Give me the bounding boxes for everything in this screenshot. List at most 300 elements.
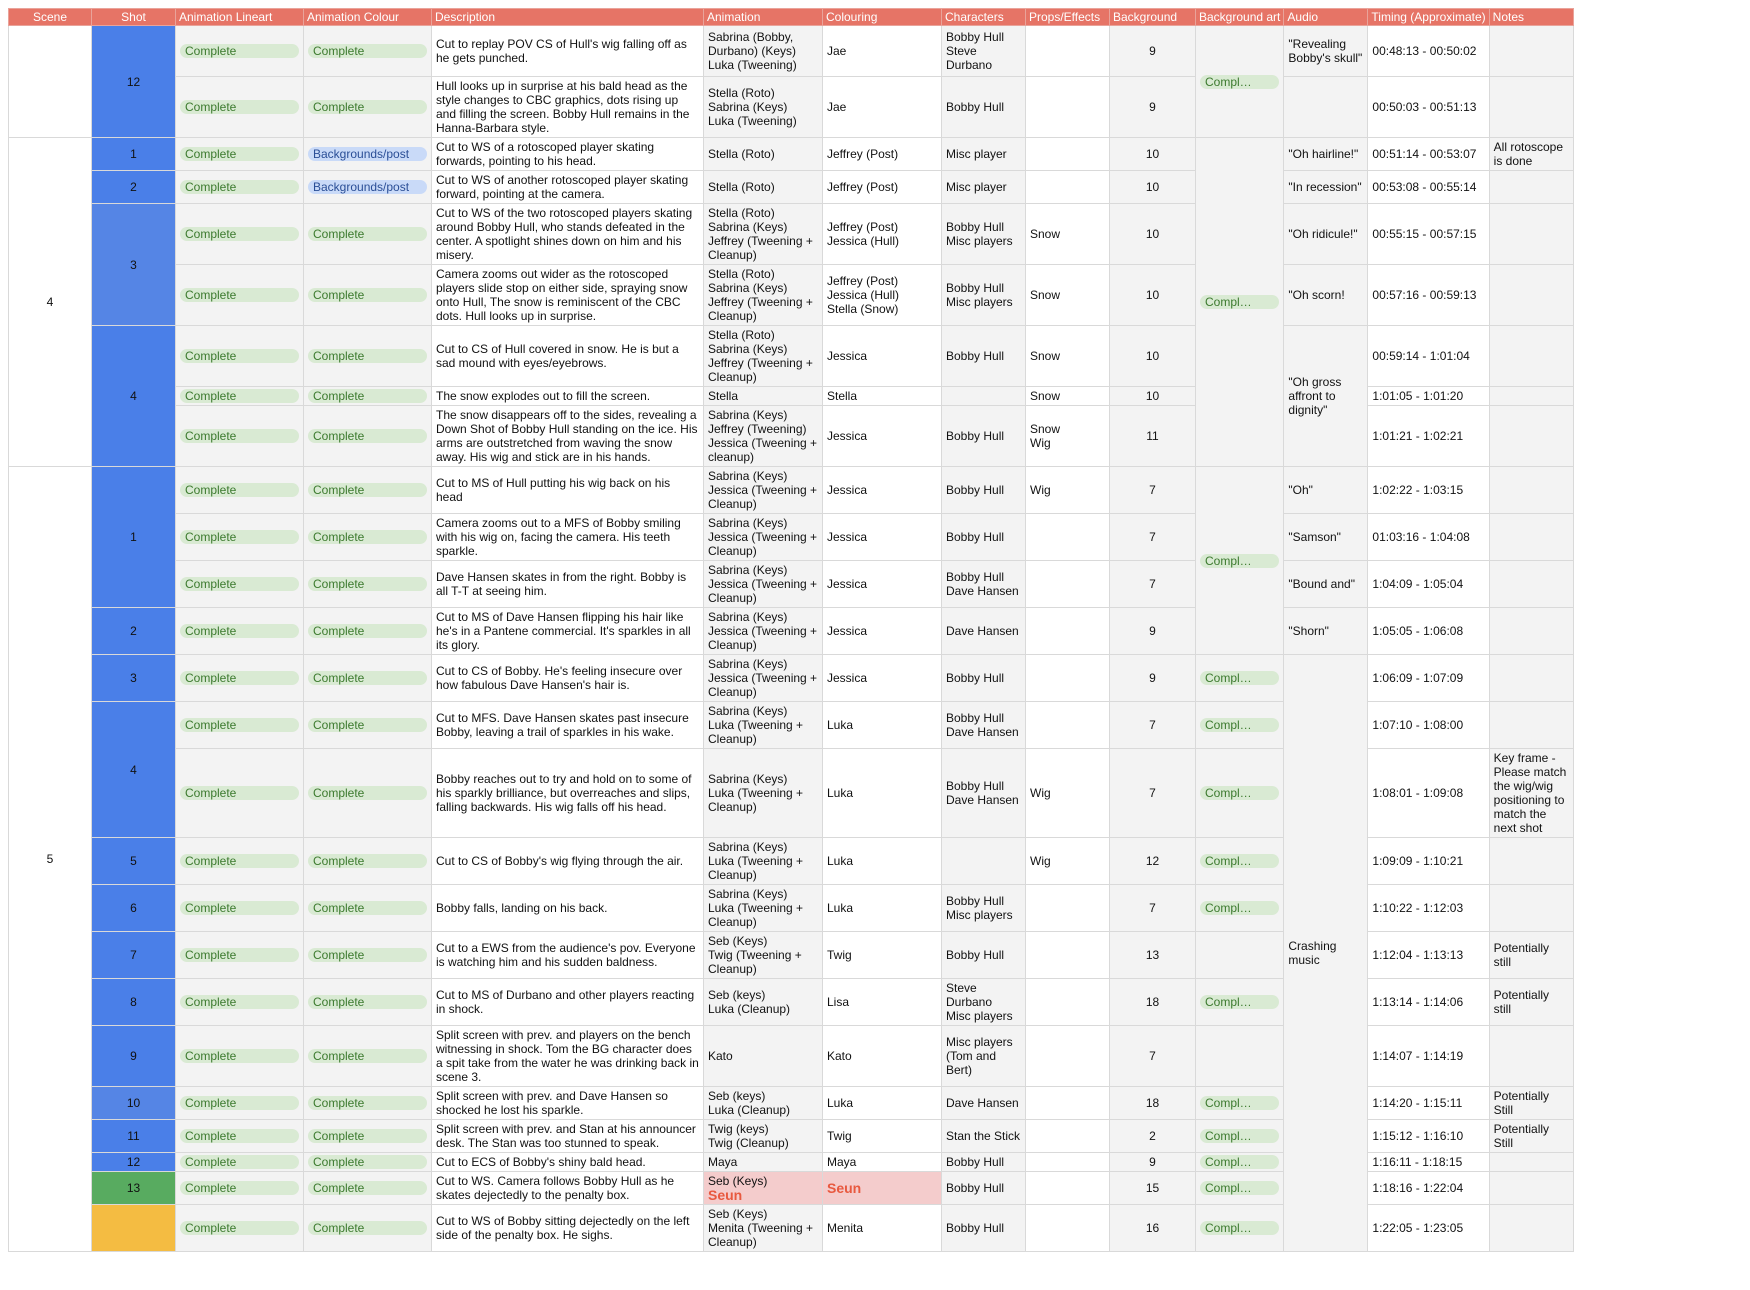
props-cell[interactable]: [1026, 561, 1110, 608]
background-cell[interactable]: [1110, 204, 1196, 265]
animation-cell[interactable]: [704, 702, 823, 749]
characters-cell[interactable]: [942, 467, 1026, 514]
status-chip[interactable]: Complete: [180, 624, 299, 638]
status-chip[interactable]: Complete: [308, 854, 427, 868]
background-cell[interactable]: [1110, 171, 1196, 204]
timing-cell[interactable]: [1368, 749, 1489, 838]
notes-cell[interactable]: [1489, 26, 1573, 77]
description-cell[interactable]: [432, 26, 704, 77]
status-chip[interactable]: Complete: [180, 288, 299, 302]
audio-cell[interactable]: [1284, 608, 1368, 655]
status-chip[interactable]: Compl…: [1200, 295, 1279, 309]
animation-cell[interactable]: [704, 932, 823, 979]
col-header[interactable]: Background art: [1196, 9, 1284, 26]
colour-cell[interactable]: [304, 979, 432, 1026]
status-chip[interactable]: Complete: [180, 530, 299, 544]
animation-cell[interactable]: [704, 326, 823, 387]
status-chip[interactable]: Compl…: [1200, 1129, 1279, 1143]
lineart-cell[interactable]: [176, 979, 304, 1026]
colour-cell[interactable]: [304, 1205, 432, 1252]
shot-cell[interactable]: [92, 932, 176, 979]
timing-cell[interactable]: [1368, 1205, 1489, 1252]
description-cell[interactable]: [432, 204, 704, 265]
audio-cell[interactable]: [1284, 655, 1368, 1252]
timing-cell[interactable]: [1368, 514, 1489, 561]
colouring-cell[interactable]: [823, 204, 942, 265]
props-cell[interactable]: [1026, 1087, 1110, 1120]
colouring-cell[interactable]: [823, 467, 942, 514]
lineart-cell[interactable]: [176, 561, 304, 608]
status-chip[interactable]: Complete: [308, 44, 427, 58]
props-cell[interactable]: [1026, 467, 1110, 514]
col-header[interactable]: Timing (Approximate): [1368, 9, 1489, 26]
notes-cell[interactable]: [1489, 138, 1573, 171]
shot-cell[interactable]: [92, 467, 176, 608]
animation-cell[interactable]: [704, 1172, 823, 1205]
status-chip[interactable]: Compl…: [1200, 718, 1279, 732]
background-art-cell[interactable]: [1196, 1172, 1284, 1205]
description-cell[interactable]: [432, 326, 704, 387]
colour-cell[interactable]: [304, 885, 432, 932]
props-cell[interactable]: [1026, 608, 1110, 655]
timing-cell[interactable]: [1368, 838, 1489, 885]
characters-cell[interactable]: [942, 702, 1026, 749]
lineart-cell[interactable]: [176, 1120, 304, 1153]
animation-cell[interactable]: [704, 204, 823, 265]
background-cell[interactable]: [1110, 1087, 1196, 1120]
colour-cell[interactable]: [304, 1026, 432, 1087]
description-cell[interactable]: [432, 885, 704, 932]
lineart-cell[interactable]: [176, 885, 304, 932]
status-chip[interactable]: Complete: [308, 530, 427, 544]
col-header[interactable]: Colouring: [823, 9, 942, 26]
shot-cell[interactable]: [92, 1120, 176, 1153]
shot-cell[interactable]: [92, 1153, 176, 1172]
colour-cell[interactable]: [304, 838, 432, 885]
lineart-cell[interactable]: [176, 1026, 304, 1087]
characters-cell[interactable]: [942, 326, 1026, 387]
lineart-cell[interactable]: [176, 932, 304, 979]
timing-cell[interactable]: [1368, 979, 1489, 1026]
description-cell[interactable]: [432, 387, 704, 406]
status-chip[interactable]: Complete: [180, 786, 299, 800]
background-art-cell[interactable]: [1196, 885, 1284, 932]
animation-cell[interactable]: [704, 138, 823, 171]
status-chip[interactable]: Compl…: [1200, 995, 1279, 1009]
status-chip[interactable]: Complete: [308, 671, 427, 685]
timing-cell[interactable]: [1368, 1153, 1489, 1172]
description-cell[interactable]: [432, 1205, 704, 1252]
timing-cell[interactable]: [1368, 1026, 1489, 1087]
status-chip[interactable]: Complete: [308, 389, 427, 403]
notes-cell[interactable]: [1489, 655, 1573, 702]
colour-cell[interactable]: [304, 1087, 432, 1120]
timing-cell[interactable]: [1368, 467, 1489, 514]
animation-cell[interactable]: [704, 749, 823, 838]
timing-cell[interactable]: [1368, 885, 1489, 932]
timing-cell[interactable]: [1368, 702, 1489, 749]
status-chip[interactable]: Complete: [180, 577, 299, 591]
colouring-cell[interactable]: [823, 1026, 942, 1087]
status-chip[interactable]: Compl…: [1200, 1221, 1279, 1235]
background-art-cell[interactable]: [1196, 1026, 1284, 1087]
lineart-cell[interactable]: [176, 838, 304, 885]
animation-cell[interactable]: [704, 1153, 823, 1172]
notes-cell[interactable]: [1489, 204, 1573, 265]
description-cell[interactable]: [432, 171, 704, 204]
col-header[interactable]: Audio: [1284, 9, 1368, 26]
scene-cell[interactable]: [9, 467, 92, 1252]
lineart-cell[interactable]: [176, 387, 304, 406]
shot-cell[interactable]: [92, 838, 176, 885]
props-cell[interactable]: [1026, 885, 1110, 932]
shot-cell[interactable]: [92, 171, 176, 204]
colour-cell[interactable]: [304, 1120, 432, 1153]
col-header[interactable]: Description: [432, 9, 704, 26]
status-chip[interactable]: Complete: [180, 1181, 299, 1195]
background-cell[interactable]: [1110, 1026, 1196, 1087]
props-cell[interactable]: [1026, 1172, 1110, 1205]
notes-cell[interactable]: [1489, 1026, 1573, 1087]
animation-cell[interactable]: [704, 171, 823, 204]
characters-cell[interactable]: [942, 514, 1026, 561]
notes-cell[interactable]: [1489, 608, 1573, 655]
lineart-cell[interactable]: [176, 702, 304, 749]
status-chip[interactable]: Compl…: [1200, 554, 1279, 568]
background-art-cell[interactable]: [1196, 467, 1284, 655]
background-cell[interactable]: [1110, 749, 1196, 838]
description-cell[interactable]: [432, 1087, 704, 1120]
scene-cell[interactable]: [9, 26, 92, 138]
audio-cell[interactable]: [1284, 204, 1368, 265]
timing-cell[interactable]: [1368, 387, 1489, 406]
lineart-cell[interactable]: [176, 171, 304, 204]
col-header[interactable]: Characters: [942, 9, 1026, 26]
colouring-cell[interactable]: [823, 749, 942, 838]
colouring-cell[interactable]: [823, 655, 942, 702]
lineart-cell[interactable]: [176, 77, 304, 138]
status-chip[interactable]: Compl…: [1200, 75, 1279, 89]
background-cell[interactable]: [1110, 26, 1196, 77]
status-chip[interactable]: Complete: [308, 100, 427, 114]
characters-cell[interactable]: [942, 1087, 1026, 1120]
status-chip[interactable]: Complete: [180, 901, 299, 915]
status-chip[interactable]: Compl…: [1200, 901, 1279, 915]
background-cell[interactable]: [1110, 514, 1196, 561]
background-cell[interactable]: [1110, 138, 1196, 171]
notes-cell[interactable]: [1489, 77, 1573, 138]
timing-cell[interactable]: [1368, 171, 1489, 204]
status-chip[interactable]: Complete: [308, 349, 427, 363]
status-chip[interactable]: Backgrounds/post: [308, 147, 427, 161]
characters-cell[interactable]: [942, 608, 1026, 655]
animation-cell[interactable]: [704, 1026, 823, 1087]
notes-cell[interactable]: [1489, 702, 1573, 749]
notes-cell[interactable]: [1489, 561, 1573, 608]
colouring-cell[interactable]: [823, 265, 942, 326]
col-header[interactable]: Scene: [9, 9, 92, 26]
audio-cell[interactable]: [1284, 467, 1368, 514]
colouring-cell[interactable]: [823, 1153, 942, 1172]
props-cell[interactable]: [1026, 749, 1110, 838]
notes-cell[interactable]: [1489, 838, 1573, 885]
props-cell[interactable]: [1026, 655, 1110, 702]
characters-cell[interactable]: [942, 932, 1026, 979]
background-art-cell[interactable]: [1196, 1087, 1284, 1120]
background-cell[interactable]: [1110, 979, 1196, 1026]
colour-cell[interactable]: [304, 932, 432, 979]
props-cell[interactable]: [1026, 1026, 1110, 1087]
status-chip[interactable]: Complete: [308, 1129, 427, 1143]
colouring-cell[interactable]: [823, 932, 942, 979]
status-chip[interactable]: Complete: [180, 100, 299, 114]
background-art-cell[interactable]: [1196, 1205, 1284, 1252]
status-chip[interactable]: Complete: [180, 718, 299, 732]
notes-cell[interactable]: [1489, 1205, 1573, 1252]
status-chip[interactable]: Complete: [308, 1049, 427, 1063]
timing-cell[interactable]: [1368, 204, 1489, 265]
colour-cell[interactable]: [304, 467, 432, 514]
description-cell[interactable]: [432, 561, 704, 608]
characters-cell[interactable]: [942, 749, 1026, 838]
shot-cell[interactable]: [92, 1026, 176, 1087]
props-cell[interactable]: [1026, 932, 1110, 979]
timing-cell[interactable]: [1368, 326, 1489, 387]
colour-cell[interactable]: [304, 171, 432, 204]
shot-cell[interactable]: [92, 204, 176, 326]
audio-cell[interactable]: [1284, 514, 1368, 561]
lineart-cell[interactable]: [176, 655, 304, 702]
status-chip[interactable]: Complete: [180, 1096, 299, 1110]
background-cell[interactable]: [1110, 932, 1196, 979]
characters-cell[interactable]: [942, 138, 1026, 171]
characters-cell[interactable]: [942, 979, 1026, 1026]
notes-cell[interactable]: [1489, 406, 1573, 467]
status-chip[interactable]: Complete: [180, 1129, 299, 1143]
lineart-cell[interactable]: [176, 265, 304, 326]
colour-cell[interactable]: [304, 26, 432, 77]
notes-cell[interactable]: [1489, 1153, 1573, 1172]
background-art-cell[interactable]: [1196, 749, 1284, 838]
lineart-cell[interactable]: [176, 138, 304, 171]
notes-cell[interactable]: [1489, 326, 1573, 387]
colouring-cell[interactable]: [823, 1087, 942, 1120]
characters-cell[interactable]: [942, 561, 1026, 608]
notes-cell[interactable]: [1489, 171, 1573, 204]
props-cell[interactable]: [1026, 838, 1110, 885]
colour-cell[interactable]: [304, 265, 432, 326]
colour-cell[interactable]: [304, 77, 432, 138]
characters-cell[interactable]: [942, 26, 1026, 77]
description-cell[interactable]: [432, 1172, 704, 1205]
status-chip[interactable]: Compl…: [1200, 786, 1279, 800]
status-chip[interactable]: Complete: [180, 227, 299, 241]
lineart-cell[interactable]: [176, 204, 304, 265]
col-header[interactable]: Animation: [704, 9, 823, 26]
notes-cell[interactable]: [1489, 1087, 1573, 1120]
shot-cell[interactable]: [92, 885, 176, 932]
colour-cell[interactable]: [304, 326, 432, 387]
status-chip[interactable]: Complete: [180, 854, 299, 868]
status-chip[interactable]: Complete: [308, 786, 427, 800]
colour-cell[interactable]: [304, 1153, 432, 1172]
colour-cell[interactable]: [304, 749, 432, 838]
shot-cell[interactable]: [92, 608, 176, 655]
lineart-cell[interactable]: [176, 608, 304, 655]
col-header[interactable]: Animation Lineart: [176, 9, 304, 26]
colouring-cell[interactable]: [823, 171, 942, 204]
status-chip[interactable]: Complete: [308, 429, 427, 443]
status-chip[interactable]: Compl…: [1200, 1096, 1279, 1110]
props-cell[interactable]: [1026, 77, 1110, 138]
background-cell[interactable]: [1110, 265, 1196, 326]
props-cell[interactable]: [1026, 26, 1110, 77]
background-art-cell[interactable]: [1196, 979, 1284, 1026]
audio-cell[interactable]: [1284, 138, 1368, 171]
shot-cell[interactable]: [92, 655, 176, 702]
animation-cell[interactable]: [704, 406, 823, 467]
props-cell[interactable]: [1026, 1205, 1110, 1252]
colour-cell[interactable]: [304, 138, 432, 171]
colouring-cell[interactable]: [823, 1205, 942, 1252]
animation-cell[interactable]: [704, 655, 823, 702]
colour-cell[interactable]: [304, 406, 432, 467]
props-cell[interactable]: [1026, 406, 1110, 467]
description-cell[interactable]: [432, 77, 704, 138]
background-art-cell[interactable]: [1196, 838, 1284, 885]
status-chip[interactable]: Complete: [308, 901, 427, 915]
status-chip[interactable]: Complete: [180, 389, 299, 403]
colour-cell[interactable]: [304, 655, 432, 702]
colouring-cell[interactable]: [823, 406, 942, 467]
colouring-cell[interactable]: [823, 1120, 942, 1153]
props-cell[interactable]: [1026, 265, 1110, 326]
animation-cell[interactable]: [704, 387, 823, 406]
shot-cell[interactable]: [92, 138, 176, 171]
animation-cell[interactable]: [704, 885, 823, 932]
colour-cell[interactable]: [304, 561, 432, 608]
characters-cell[interactable]: [942, 838, 1026, 885]
animation-cell[interactable]: [704, 467, 823, 514]
background-art-cell[interactable]: [1196, 26, 1284, 138]
background-art-cell[interactable]: [1196, 702, 1284, 749]
lineart-cell[interactable]: [176, 26, 304, 77]
status-chip[interactable]: Complete: [180, 995, 299, 1009]
status-chip[interactable]: Complete: [180, 147, 299, 161]
shot-cell[interactable]: [92, 1172, 176, 1205]
characters-cell[interactable]: [942, 406, 1026, 467]
timing-cell[interactable]: [1368, 77, 1489, 138]
scene-cell[interactable]: [9, 138, 92, 467]
animation-cell[interactable]: [704, 838, 823, 885]
props-cell[interactable]: [1026, 1120, 1110, 1153]
status-chip[interactable]: Complete: [308, 1155, 427, 1169]
status-chip[interactable]: Complete: [308, 227, 427, 241]
background-art-cell[interactable]: [1196, 1153, 1284, 1172]
colouring-cell[interactable]: [823, 1172, 942, 1205]
background-cell[interactable]: [1110, 561, 1196, 608]
background-cell[interactable]: [1110, 1120, 1196, 1153]
col-header[interactable]: Notes: [1489, 9, 1573, 26]
background-cell[interactable]: [1110, 838, 1196, 885]
lineart-cell[interactable]: [176, 326, 304, 387]
timing-cell[interactable]: [1368, 932, 1489, 979]
props-cell[interactable]: [1026, 979, 1110, 1026]
col-header[interactable]: Animation Colour: [304, 9, 432, 26]
colouring-cell[interactable]: [823, 514, 942, 561]
notes-cell[interactable]: [1489, 932, 1573, 979]
colouring-cell[interactable]: [823, 702, 942, 749]
audio-cell[interactable]: [1284, 77, 1368, 138]
characters-cell[interactable]: [942, 1026, 1026, 1087]
timing-cell[interactable]: [1368, 138, 1489, 171]
notes-cell[interactable]: [1489, 265, 1573, 326]
col-header[interactable]: Props/Effects: [1026, 9, 1110, 26]
background-cell[interactable]: [1110, 608, 1196, 655]
background-cell[interactable]: [1110, 77, 1196, 138]
description-cell[interactable]: [432, 702, 704, 749]
props-cell[interactable]: [1026, 138, 1110, 171]
shot-cell[interactable]: [92, 1087, 176, 1120]
props-cell[interactable]: [1026, 514, 1110, 561]
animation-cell[interactable]: [704, 1120, 823, 1153]
status-chip[interactable]: Complete: [180, 1221, 299, 1235]
lineart-cell[interactable]: [176, 1205, 304, 1252]
description-cell[interactable]: [432, 655, 704, 702]
timing-cell[interactable]: [1368, 1087, 1489, 1120]
animation-cell[interactable]: [704, 514, 823, 561]
background-cell[interactable]: [1110, 1153, 1196, 1172]
lineart-cell[interactable]: [176, 1087, 304, 1120]
background-art-cell[interactable]: [1196, 1120, 1284, 1153]
colouring-cell[interactable]: [823, 138, 942, 171]
status-chip[interactable]: Complete: [180, 180, 299, 194]
colouring-cell[interactable]: [823, 979, 942, 1026]
description-cell[interactable]: [432, 1026, 704, 1087]
shot-cell[interactable]: [92, 979, 176, 1026]
timing-cell[interactable]: [1368, 1172, 1489, 1205]
lineart-cell[interactable]: [176, 467, 304, 514]
status-chip[interactable]: Complete: [180, 1049, 299, 1063]
notes-cell[interactable]: [1489, 1172, 1573, 1205]
status-chip[interactable]: Complete: [180, 948, 299, 962]
status-chip[interactable]: Complete: [308, 948, 427, 962]
description-cell[interactable]: [432, 265, 704, 326]
notes-cell[interactable]: [1489, 1120, 1573, 1153]
characters-cell[interactable]: [942, 885, 1026, 932]
status-chip[interactable]: Compl…: [1200, 1181, 1279, 1195]
description-cell[interactable]: [432, 1153, 704, 1172]
status-chip[interactable]: Complete: [308, 1221, 427, 1235]
props-cell[interactable]: [1026, 171, 1110, 204]
status-chip[interactable]: Complete: [180, 1155, 299, 1169]
description-cell[interactable]: [432, 608, 704, 655]
props-cell[interactable]: [1026, 387, 1110, 406]
animation-cell[interactable]: [704, 608, 823, 655]
description-cell[interactable]: [432, 514, 704, 561]
status-chip[interactable]: Complete: [308, 577, 427, 591]
shot-cell[interactable]: [92, 702, 176, 838]
description-cell[interactable]: [432, 749, 704, 838]
status-chip[interactable]: Complete: [180, 44, 299, 58]
animation-cell[interactable]: [704, 1205, 823, 1252]
lineart-cell[interactable]: [176, 406, 304, 467]
colour-cell[interactable]: [304, 702, 432, 749]
lineart-cell[interactable]: [176, 749, 304, 838]
characters-cell[interactable]: [942, 1120, 1026, 1153]
description-cell[interactable]: [432, 406, 704, 467]
description-cell[interactable]: [432, 838, 704, 885]
